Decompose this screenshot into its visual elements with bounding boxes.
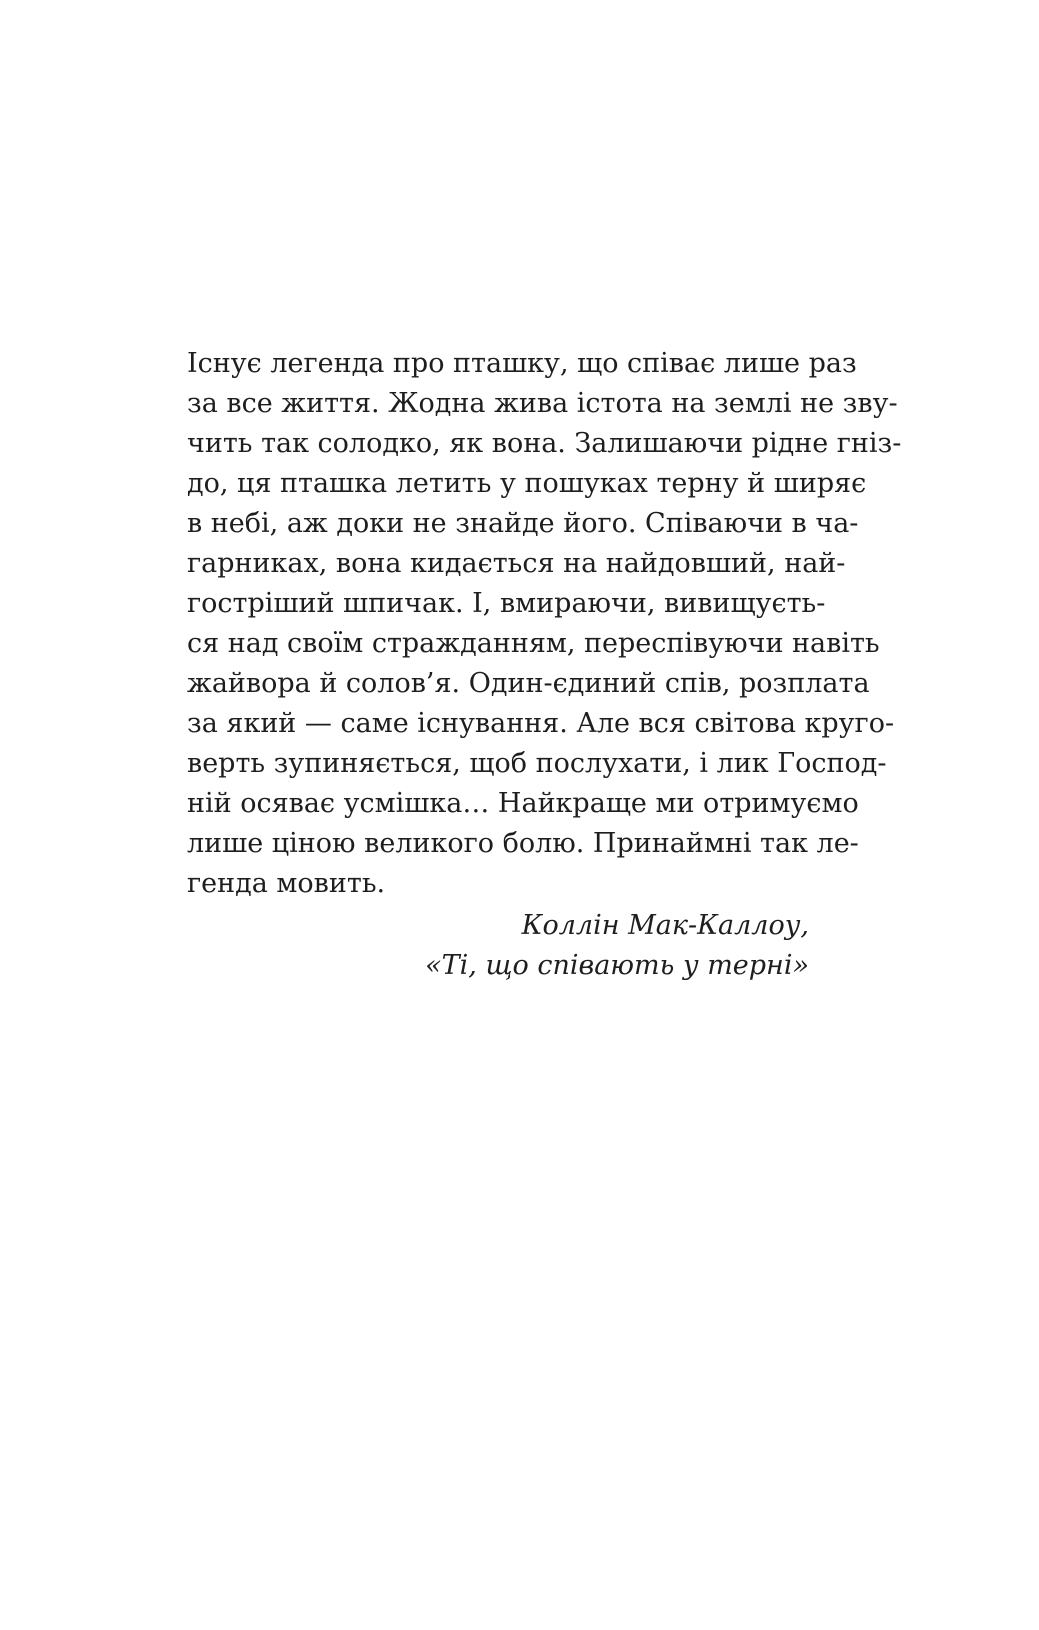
- epigraph-author: Коллін Мак-Каллоу,: [521, 910, 809, 941]
- epigraph-line: ній осяває усмішка… Найкраще ми отримуємо: [187, 788, 859, 819]
- epigraph-line: ся над своїм стражданням, переспівуючи навіть: [187, 628, 880, 659]
- epigraph-line: за все життя. Жодна жива істота на землі не зву-: [187, 388, 898, 419]
- epigraph-line: гарниках, вона кидається на найдовший, най-: [187, 548, 846, 579]
- epigraph-line: лише ціною великого болю. Принаймні так ле-: [187, 828, 859, 859]
- epigraph-line: генда мовить.: [187, 868, 386, 899]
- epigraph: [187, 344, 902, 986]
- epigraph-line: Існує легенда про пташку, що співає лише раз: [187, 348, 857, 379]
- epigraph-line: жайвора й солов’я. Один-єдиний спів, розплата: [187, 668, 870, 699]
- epigraph-line: верть зупиняється, щоб послухати, і лик Господ-: [187, 748, 887, 779]
- epigraph-attribution: [187, 906, 809, 986]
- epigraph-line: чить так солодко, як вона. Залишаючи рідне гніз-: [187, 428, 902, 459]
- epigraph-line: до, ця пташка летить у пошуках терну й ширяє: [187, 468, 867, 499]
- epigraph-text: [187, 344, 902, 904]
- epigraph-line: гостріший шпичак. І, вмираючи, вивищуєть-: [187, 588, 826, 619]
- epigraph-line: в небі, аж доки не знайде його. Співаючи в ча-: [187, 508, 859, 539]
- epigraph-line: за який — саме існування. Але вся світова круго-: [187, 708, 895, 739]
- epigraph-source: «Ті, що співають у терні»: [425, 950, 809, 981]
